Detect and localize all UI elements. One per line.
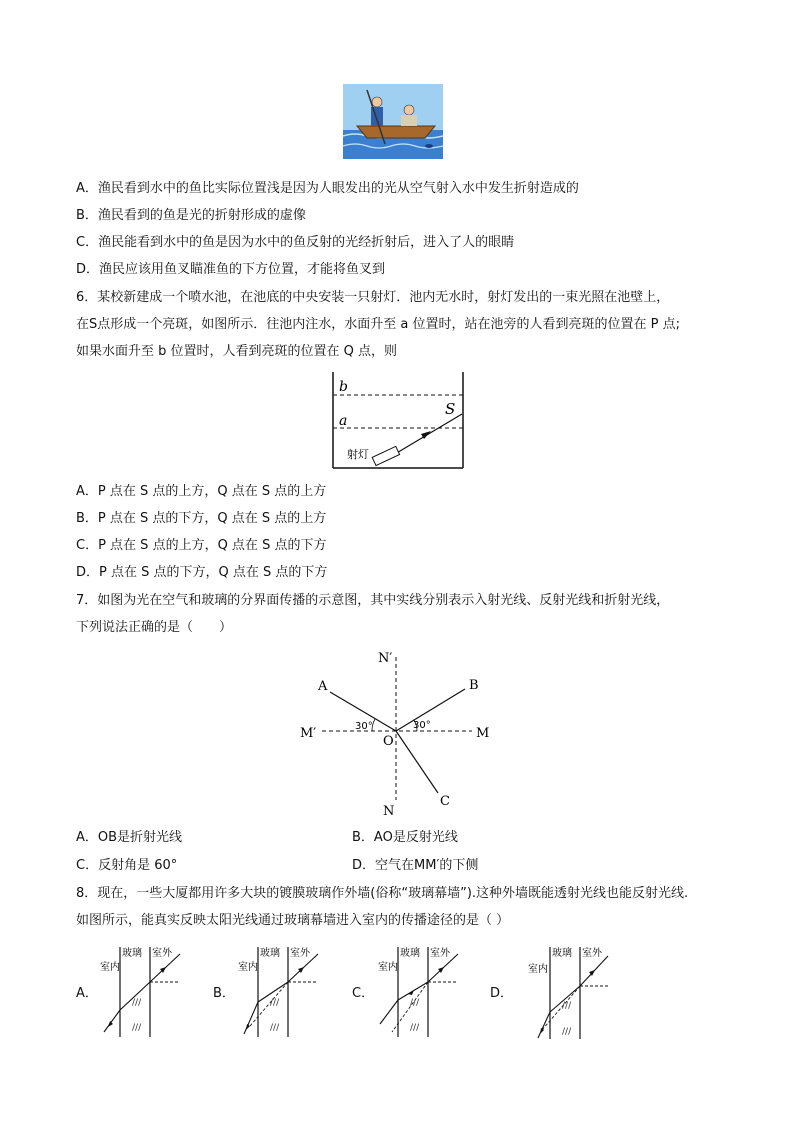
q8-d-indoor: 室内 bbox=[528, 964, 548, 975]
q8-option-b-label: B． bbox=[213, 986, 235, 1001]
q6-option-b: B．P 点在 S 点的下方，Q 点在 S 点的上方 bbox=[76, 511, 327, 526]
q8-b-outdoor: 室外 bbox=[290, 948, 310, 959]
svg-text:///: /// bbox=[132, 998, 142, 1008]
svg-text:///: /// bbox=[410, 998, 420, 1008]
q5-option-c: C．渔民能看到水中的鱼是因为水中的鱼反射的光经折射后，进入了人的眼睛 bbox=[76, 235, 515, 250]
q6-label-s: S bbox=[445, 400, 456, 418]
q6-stem-line-3: 如果水面升至 b 位置时，人看到亮斑的位置在 Q 点，则 bbox=[76, 344, 398, 359]
q6-option-c: C．P 点在 S 点的上方，Q 点在 S 点的下方 bbox=[76, 538, 327, 553]
q8-b-glass: 玻璃 bbox=[260, 948, 280, 959]
q7-stem-line-1: 7．如图为光在空气和玻璃的分界面传播的示意图，其中实线分别表示入射光线、反射光线和折射光线， bbox=[76, 593, 670, 608]
svg-text:///: /// bbox=[270, 998, 280, 1008]
q8-c-indoor: 室内 bbox=[378, 962, 398, 973]
svg-text:///: /// bbox=[562, 1001, 572, 1011]
q5-option-a: A．渔民看到水中的鱼比实际位置浅是因为人眼发出的光从空气射入水中发生折射造成的 bbox=[76, 181, 579, 196]
q5-option-b: B．渔民看到的鱼是光的折射形成的虚像 bbox=[76, 208, 306, 223]
q8-figure-c bbox=[376, 942, 460, 1040]
q7-stem-line-2: 下列说法正确的是（ ） bbox=[76, 620, 233, 635]
q8-stem-line-1: 8．现在，一些大厦都用许多大块的镀膜玻璃作外墙(俗称“玻璃幕墙”).这种外墙既能透射光线也能反射光线. bbox=[76, 886, 689, 901]
q8-option-c-label: C． bbox=[352, 986, 375, 1001]
q6-stem-line-2: 在S点形成一个亮斑，如图所示．往池内注水，水面升至 a 位置时，站在池旁的人看到亮斑的位置在 P 点; bbox=[76, 317, 680, 332]
q7-label-m-right: M bbox=[476, 726, 490, 741]
q7-option-d: D．空气在MM′的下侧 bbox=[352, 858, 479, 873]
q8-stem-line-2: 如图所示，能真实反映太阳光线通过玻璃幕墙进入室内的传播途径的是（ ） bbox=[76, 913, 510, 928]
q8-c-outdoor: 室外 bbox=[430, 948, 450, 959]
svg-text:///: /// bbox=[410, 1023, 420, 1033]
fisherman-boat-image bbox=[343, 84, 443, 159]
q8-figure-b bbox=[236, 942, 320, 1040]
q7-option-a: A．OB是折射光线 bbox=[76, 830, 183, 845]
q8-d-glass: 玻璃 bbox=[552, 948, 572, 959]
q7-refraction-figure bbox=[290, 645, 500, 825]
q7-label-n-bottom: N bbox=[383, 804, 395, 819]
q6-label-lamp: 射灯 bbox=[347, 448, 369, 461]
q8-option-a-label: A． bbox=[76, 986, 98, 1001]
q8-figure-a bbox=[98, 942, 182, 1040]
q6-label-a: a bbox=[339, 413, 348, 429]
q7-option-c: C．反射角是 60° bbox=[76, 858, 178, 873]
q8-option-d-label: D． bbox=[490, 986, 514, 1001]
q7-label-m-left: M′ bbox=[300, 726, 317, 741]
q7-label-n-top: N′ bbox=[378, 651, 393, 666]
q6-option-d: D．P 点在 S 点的下方，Q 点在 S 点的下方 bbox=[76, 565, 328, 580]
svg-text:///: /// bbox=[270, 1023, 280, 1033]
q8-c-glass: 玻璃 bbox=[400, 948, 420, 959]
q6-label-b: b bbox=[339, 379, 348, 395]
q6-pool-figure bbox=[325, 370, 470, 472]
q7-angle-left: 30° bbox=[355, 721, 373, 732]
q8-a-outdoor: 室外 bbox=[152, 948, 172, 959]
q7-label-a: A bbox=[318, 679, 328, 694]
q8-d-outdoor: 室外 bbox=[582, 948, 602, 959]
q8-a-indoor: 室内 bbox=[100, 962, 120, 973]
q7-angle-right: 30° bbox=[413, 720, 431, 731]
q8-a-glass: 玻璃 bbox=[122, 948, 142, 959]
q6-option-a: A．P 点在 S 点的上方，Q 点在 S 点的上方 bbox=[76, 484, 327, 499]
q7-label-c: C bbox=[440, 794, 450, 809]
svg-text:///: /// bbox=[132, 1023, 142, 1033]
q8-b-indoor: 室内 bbox=[238, 962, 258, 973]
q7-label-o: O bbox=[383, 734, 394, 749]
q6-stem-line-1: 6．某校新建成一个喷水池，在池底的中央安装一只射灯．池内无水时，射灯发出的一束光照在池壁上， bbox=[76, 290, 670, 305]
svg-text:///: /// bbox=[562, 1027, 572, 1037]
q5-option-d: D．渔民应该用鱼叉瞄准鱼的下方位置，才能将鱼叉到 bbox=[76, 262, 386, 277]
q8-figure-d bbox=[516, 942, 612, 1044]
q7-option-b: B．AO是反射光线 bbox=[352, 830, 458, 845]
q7-label-b: B bbox=[469, 678, 479, 693]
